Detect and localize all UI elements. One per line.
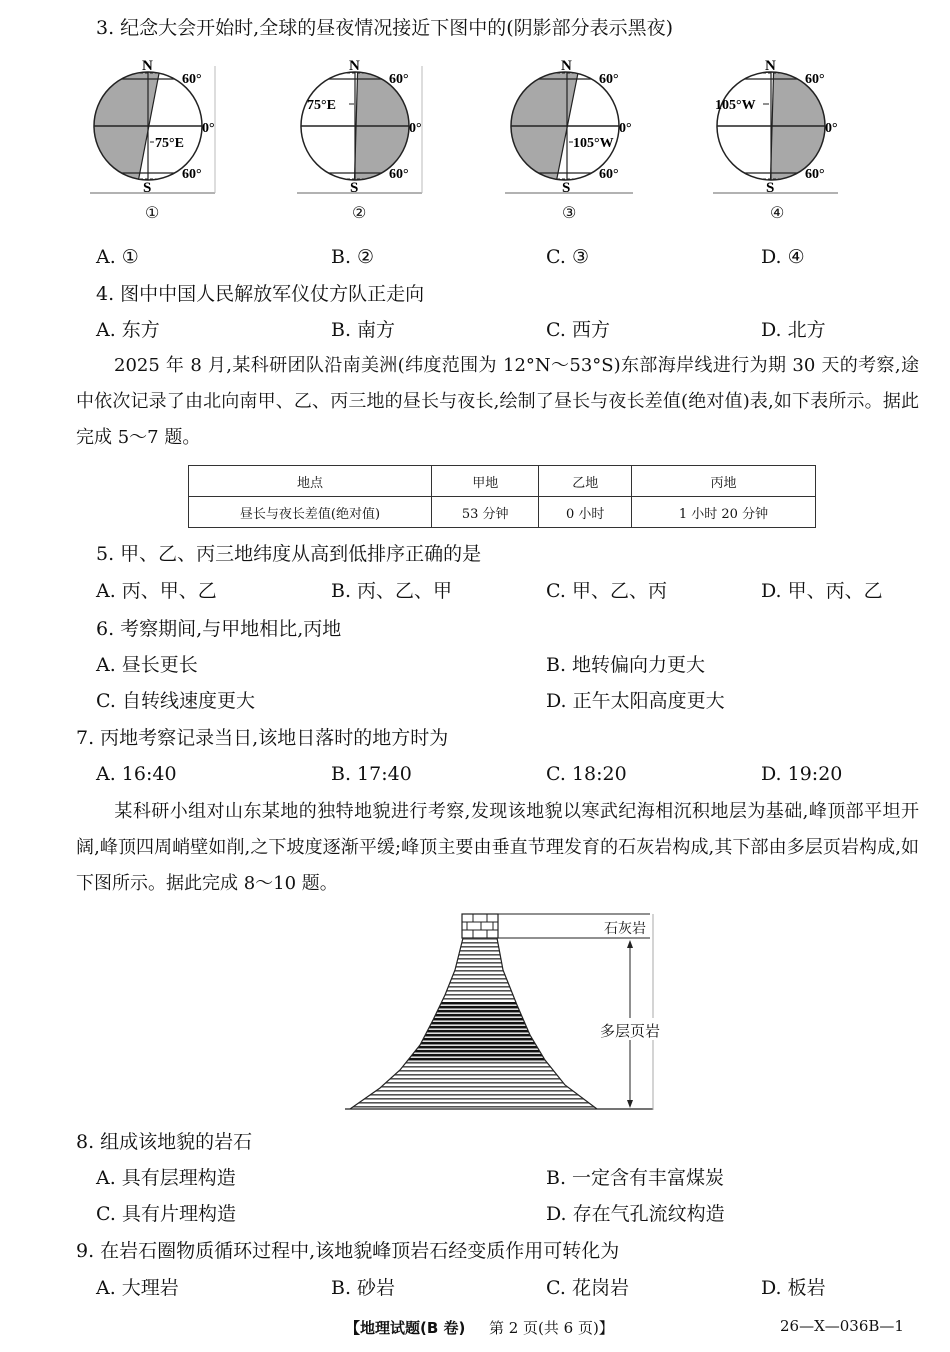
svg-text:S: S <box>766 180 775 196</box>
passage-8-10 <box>76 794 919 902</box>
svg-text:60°: 60° <box>182 167 202 182</box>
landform-figure <box>345 910 665 1120</box>
q3-option-a[interactable]: A. ① <box>96 246 139 268</box>
q7-option-b[interactable]: B. 17:40 <box>331 763 412 785</box>
passage-5-7 <box>76 348 919 456</box>
question-8-stem: 8. 组成该地貌的岩石 <box>76 1131 253 1153</box>
q8-option-a[interactable]: A. 具有层理构造 <box>96 1167 236 1189</box>
svg-text:0°: 0° <box>825 121 838 136</box>
globe-1-diagram <box>90 58 240 198</box>
passage-8-10-text: 某科研小组对山东某地的独特地貌进行考察,发现该地貌以寒武纪海相沉积地层为基础,峰顶部平坦开阔,峰顶四周峭壁如削,之下坡度逐渐平缓;峰顶主要由垂直节理发育的石灰岩构成,其下部由多层页岩构成,如下图所示。据此完成 8～10 题。 <box>76 801 919 894</box>
svg-text:S: S <box>350 180 359 196</box>
svg-text:0°: 0° <box>202 121 215 136</box>
footer-center <box>345 1317 614 1338</box>
q9-option-b[interactable]: B. 砂岩 <box>331 1277 396 1299</box>
globe-figure-3 <box>505 58 655 198</box>
q9-option-d[interactable]: D. 板岩 <box>761 1277 826 1299</box>
table-header-cell: 甲地 <box>432 466 539 497</box>
svg-text:N: N <box>561 58 572 74</box>
globe-3-diagram <box>505 58 655 198</box>
table-header-cell: 丙地 <box>631 466 815 497</box>
svg-text:105°W: 105°W <box>573 136 614 151</box>
svg-text:75°E: 75°E <box>155 136 184 151</box>
globe-4-diagram <box>713 58 863 198</box>
svg-text:N: N <box>349 58 360 74</box>
svg-text:60°: 60° <box>182 72 202 87</box>
q5-option-d[interactable]: D. 甲、丙、乙 <box>761 580 883 602</box>
footer-code: 26—X—036B—1 <box>780 1317 904 1335</box>
globe-figure-4 <box>713 58 863 198</box>
footer-page: 第 2 页(共 6 页)】 <box>488 1319 614 1337</box>
q9-option-a[interactable]: A. 大理岩 <box>96 1277 179 1299</box>
svg-text:75°E: 75°E <box>307 98 336 113</box>
svg-text:N: N <box>765 58 776 74</box>
passage-5-7-text: 2025 年 8 月,某科研团队沿南美洲(纬度范围为 12°N～53°S)东部海岸线进行为期 30 天的考察,途中依次记录了由北向南甲、乙、丙三地的昼长与夜长,绘制了昼长与夜长差值(绝对值)表,如下表所示。据此完成 5～7 题。 <box>76 355 919 448</box>
question-3-stem: 3. 纪念大会开始时,全球的昼夜情况接近下图中的(阴影部分表示黑夜) <box>96 17 674 39</box>
q8-option-c[interactable]: C. 具有片理构造 <box>96 1203 236 1225</box>
svg-text:60°: 60° <box>599 167 619 182</box>
table-cell: 0 小时 <box>539 497 632 528</box>
q6-option-d[interactable]: D. 正午太阳高度更大 <box>546 690 725 712</box>
svg-text:60°: 60° <box>805 72 825 87</box>
svg-text:N: N <box>142 58 153 74</box>
question-7-stem: 7. 丙地考察记录当日,该地日落时的地方时为 <box>76 727 449 749</box>
q6-option-c[interactable]: C. 自转线速度更大 <box>96 690 255 712</box>
svg-text:60°: 60° <box>805 167 825 182</box>
table-row <box>189 497 816 528</box>
svg-text:0°: 0° <box>409 121 422 136</box>
question-9-stem: 9. 在岩石圈物质循环过程中,该地貌峰顶岩石经变质作用可转化为 <box>76 1240 620 1262</box>
q8-option-d[interactable]: D. 存在气孔流纹构造 <box>546 1203 725 1225</box>
question-4-stem: 4. 图中中国人民解放军仪仗方队正走向 <box>96 283 425 305</box>
table-cell: 1 小时 20 分钟 <box>631 497 815 528</box>
question-6-stem: 6. 考察期间,与甲地相比,丙地 <box>96 618 342 640</box>
q3-option-b[interactable]: B. ② <box>331 246 375 268</box>
shale-label: 多层页岩 <box>600 1022 661 1040</box>
q3-option-d[interactable]: D. ④ <box>761 246 805 268</box>
table-header-row <box>189 466 816 497</box>
q5-option-c[interactable]: C. 甲、乙、丙 <box>546 580 667 602</box>
globe-3-label: ③ <box>562 203 577 222</box>
q5-option-b[interactable]: B. 丙、乙、甲 <box>331 580 453 602</box>
svg-text:S: S <box>562 180 571 196</box>
question-5-stem: 5. 甲、乙、丙三地纬度从高到低排序正确的是 <box>96 543 482 565</box>
globe-figure-2 <box>297 58 447 198</box>
globe-figure-1 <box>90 58 240 198</box>
table-header-cell: 地点 <box>189 466 432 497</box>
q4-option-b[interactable]: B. 南方 <box>331 319 396 341</box>
day-night-table <box>188 465 816 528</box>
q5-option-a[interactable]: A. 丙、甲、乙 <box>96 580 217 602</box>
q8-option-b[interactable]: B. 一定含有丰富煤炭 <box>546 1167 725 1189</box>
q6-option-b[interactable]: B. 地转偏向力更大 <box>546 654 706 676</box>
q7-option-a[interactable]: A. 16:40 <box>96 763 177 785</box>
table-header-cell: 乙地 <box>539 466 632 497</box>
q4-option-d[interactable]: D. 北方 <box>761 319 826 341</box>
globe-1-label: ① <box>145 203 160 222</box>
landform-diagram <box>345 910 665 1120</box>
q7-option-c[interactable]: C. 18:20 <box>546 763 627 785</box>
globe-2-label: ② <box>352 203 367 222</box>
globe-4-label: ④ <box>770 203 785 222</box>
limestone-label: 石灰岩 <box>604 921 646 937</box>
svg-text:60°: 60° <box>389 167 409 182</box>
q4-option-c[interactable]: C. 西方 <box>546 319 610 341</box>
svg-text:S: S <box>143 180 152 196</box>
q4-option-a[interactable]: A. 东方 <box>96 319 160 341</box>
q7-option-d[interactable]: D. 19:20 <box>761 763 843 785</box>
q6-option-a[interactable]: A. 昼长更长 <box>96 654 198 676</box>
footer-title: 【地理试题(B 卷) <box>345 1319 466 1337</box>
table-cell: 昼长与夜长差值(绝对值) <box>189 497 432 528</box>
svg-text:60°: 60° <box>599 72 619 87</box>
table-cell: 53 分钟 <box>432 497 539 528</box>
q9-option-c[interactable]: C. 花岗岩 <box>546 1277 629 1299</box>
q3-option-c[interactable]: C. ③ <box>546 246 589 268</box>
globe-2-diagram <box>297 58 447 198</box>
svg-text:0°: 0° <box>619 121 632 136</box>
svg-text:60°: 60° <box>389 72 409 87</box>
svg-text:105°W: 105°W <box>715 98 756 113</box>
